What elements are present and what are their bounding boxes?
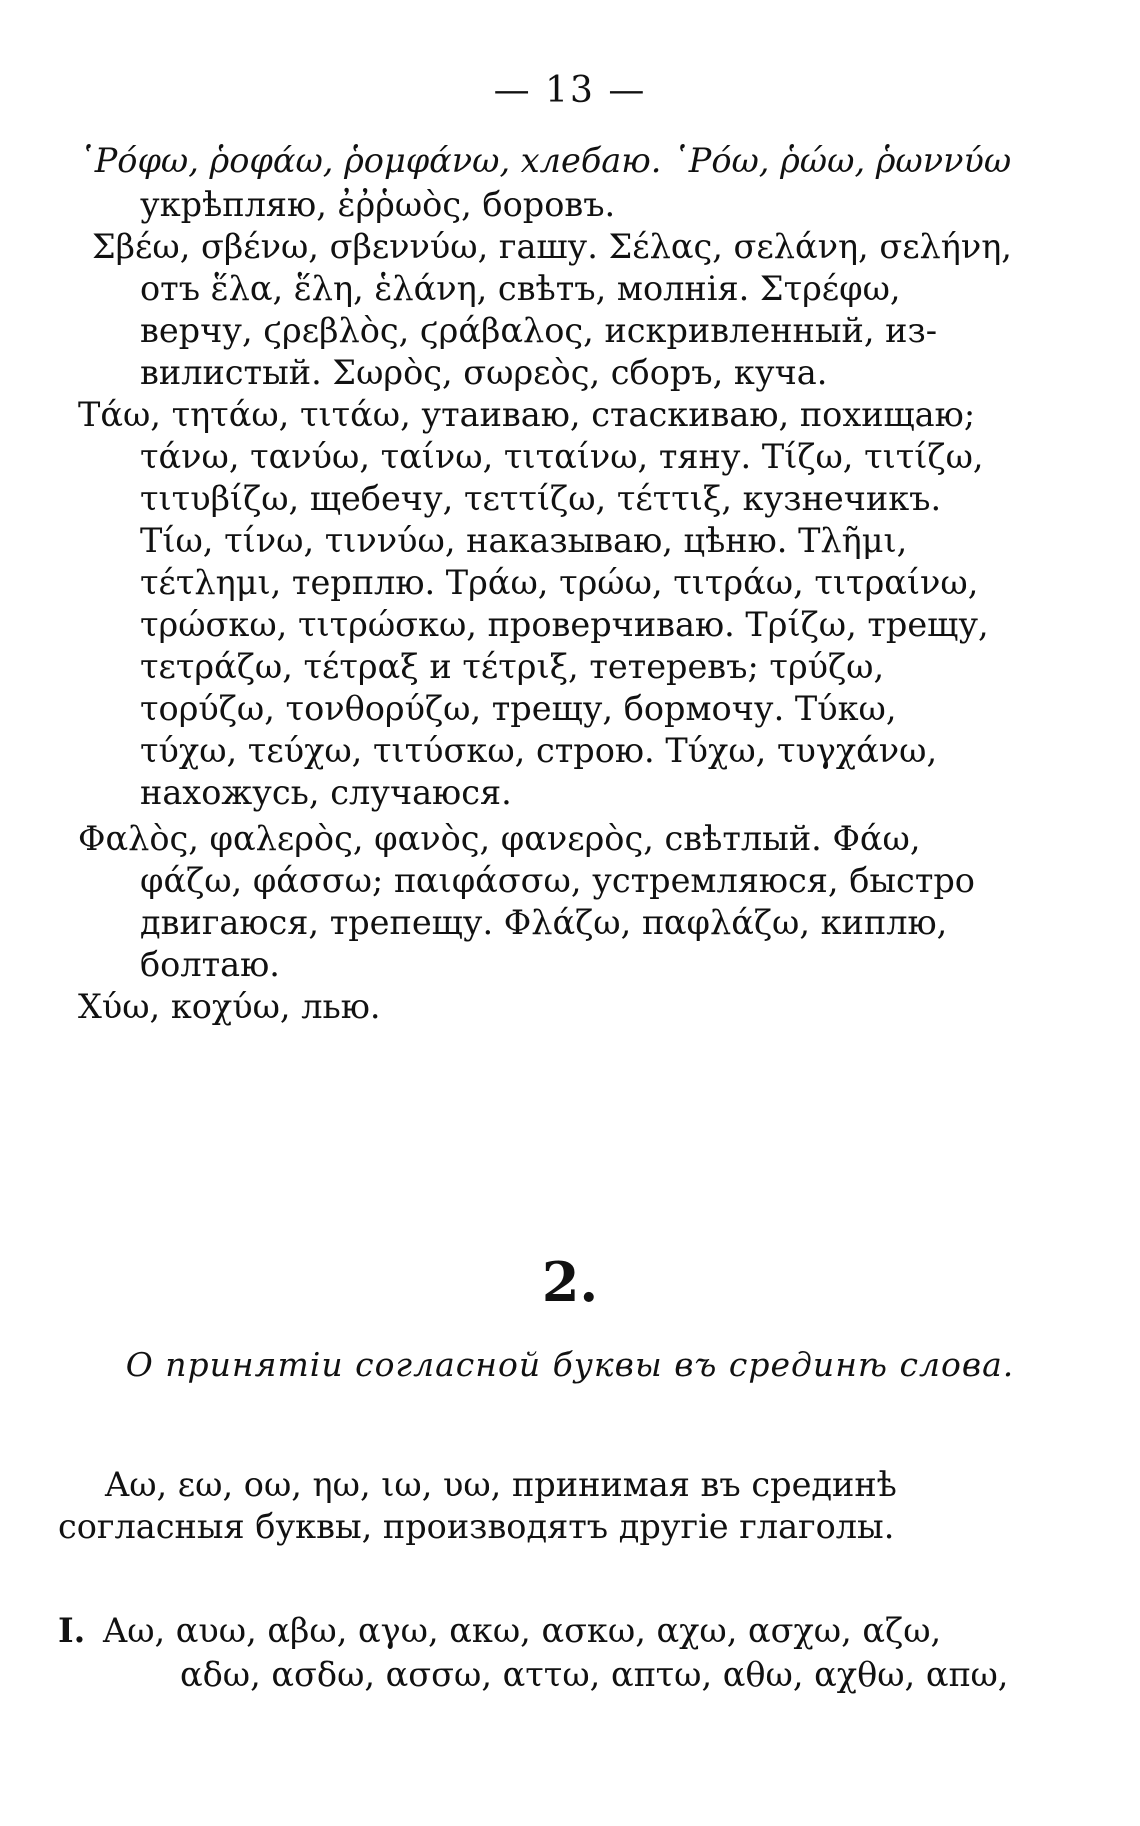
page-number: — 13 —	[493, 70, 647, 111]
tau-line-10: нахожусь, случаюся.	[140, 773, 512, 812]
tau-line-5: τέτλημι, терплю. Τράω, τρώω, τιτράω, τιτραίνω,	[140, 563, 979, 602]
rho-line-2: укрѣпляю, ἐῤῥωὸς, боровъ.	[140, 185, 616, 224]
phi-line-3: двигаюся, трепещу. Φλάζω, παφλάζω, киплю,	[140, 903, 948, 942]
phi-line-1: Φαλὸς, φαλερὸς, φανὸς, φανερὸς, свѣтлый. Φάω,	[78, 819, 921, 858]
chi-line-1: Χύω, κοχύω, лью.	[78, 987, 381, 1026]
section-number: 2.	[541, 1250, 599, 1314]
list-marker: I.	[58, 1611, 86, 1650]
list-line-2: αδω, ασδω, ασσω, αττω, απτω, αθω, αχθω, απω,	[180, 1655, 1009, 1694]
intro-line-2: согласныя буквы, производятъ другіе глаголы.	[58, 1507, 895, 1546]
tau-line-4: Τίω, τίνω, τιννύω, наказываю, цѣню. Τλῆμι,	[140, 521, 908, 560]
tau-line-6: τρώσκω, τιτρώσκω, проверчиваю. Τρίζω, трещу,	[140, 605, 989, 644]
tau-line-7: τετράζω, τέτραξ и τέτριξ, тетеревъ; τρύζω,	[140, 647, 885, 686]
tau-line-8: τορύζω, τονθορύζω, трещу, бормочу. Τύκω,	[140, 689, 897, 728]
section-title: О принятіи согласной буквы въ срединѣ слова.	[125, 1345, 1015, 1384]
list-line-1: Αω, αυω, αβω, αγω, ακω, ασκω, αχω, ασχω, αζω,	[103, 1611, 942, 1650]
tau-line-1: Τάω, τητάω, τιτάω, утаиваю, стаскиваю, похищаю;	[78, 395, 976, 434]
sigma-line-1: Σβέω, σβένω, σβεννύω, гашу. Σέλας, σελάνη, σελήνη,	[92, 227, 1012, 266]
sigma-line-2: отъ ἕλα, ἕλη, ἑλάνη, свѣтъ, молнія. Στρέφω,	[140, 269, 901, 308]
sigma-line-4: вилистый. Σωρὸς, σωρεὸς, сборъ, куча.	[140, 353, 828, 392]
tau-line-2: τάνω, τανύω, ταίνω, τιταίνω, тяну. Τίζω, τιτίζω,	[140, 437, 984, 476]
sigma-line-3: верчу, ϛρεβλὸς, ϛράβαλος, искривленный, из-	[140, 311, 938, 350]
tau-line-9: τύχω, τεύχω, τιτύσκω, строю. Τύχω, τυγχάνω,	[140, 731, 938, 770]
rho-line-1: ῾Ρόφω, ῥοφάω, ῥομφάνω, хлебаю. ῾Ρόω, ῥώω, ῥωννύω	[78, 141, 1012, 180]
phi-line-4: болтаю.	[140, 945, 280, 984]
intro-line-1: Αω, εω, οω, ηω, ιω, υω, принимая въ срединѣ	[105, 1465, 897, 1504]
tau-line-3: τιτυβίζω, щебечу, τεττίζω, τέττιξ, кузнечикъ.	[140, 479, 942, 518]
phi-line-2: φάζω, φάσσω; παιφάσσω, устремляюся, быстро	[140, 861, 975, 900]
